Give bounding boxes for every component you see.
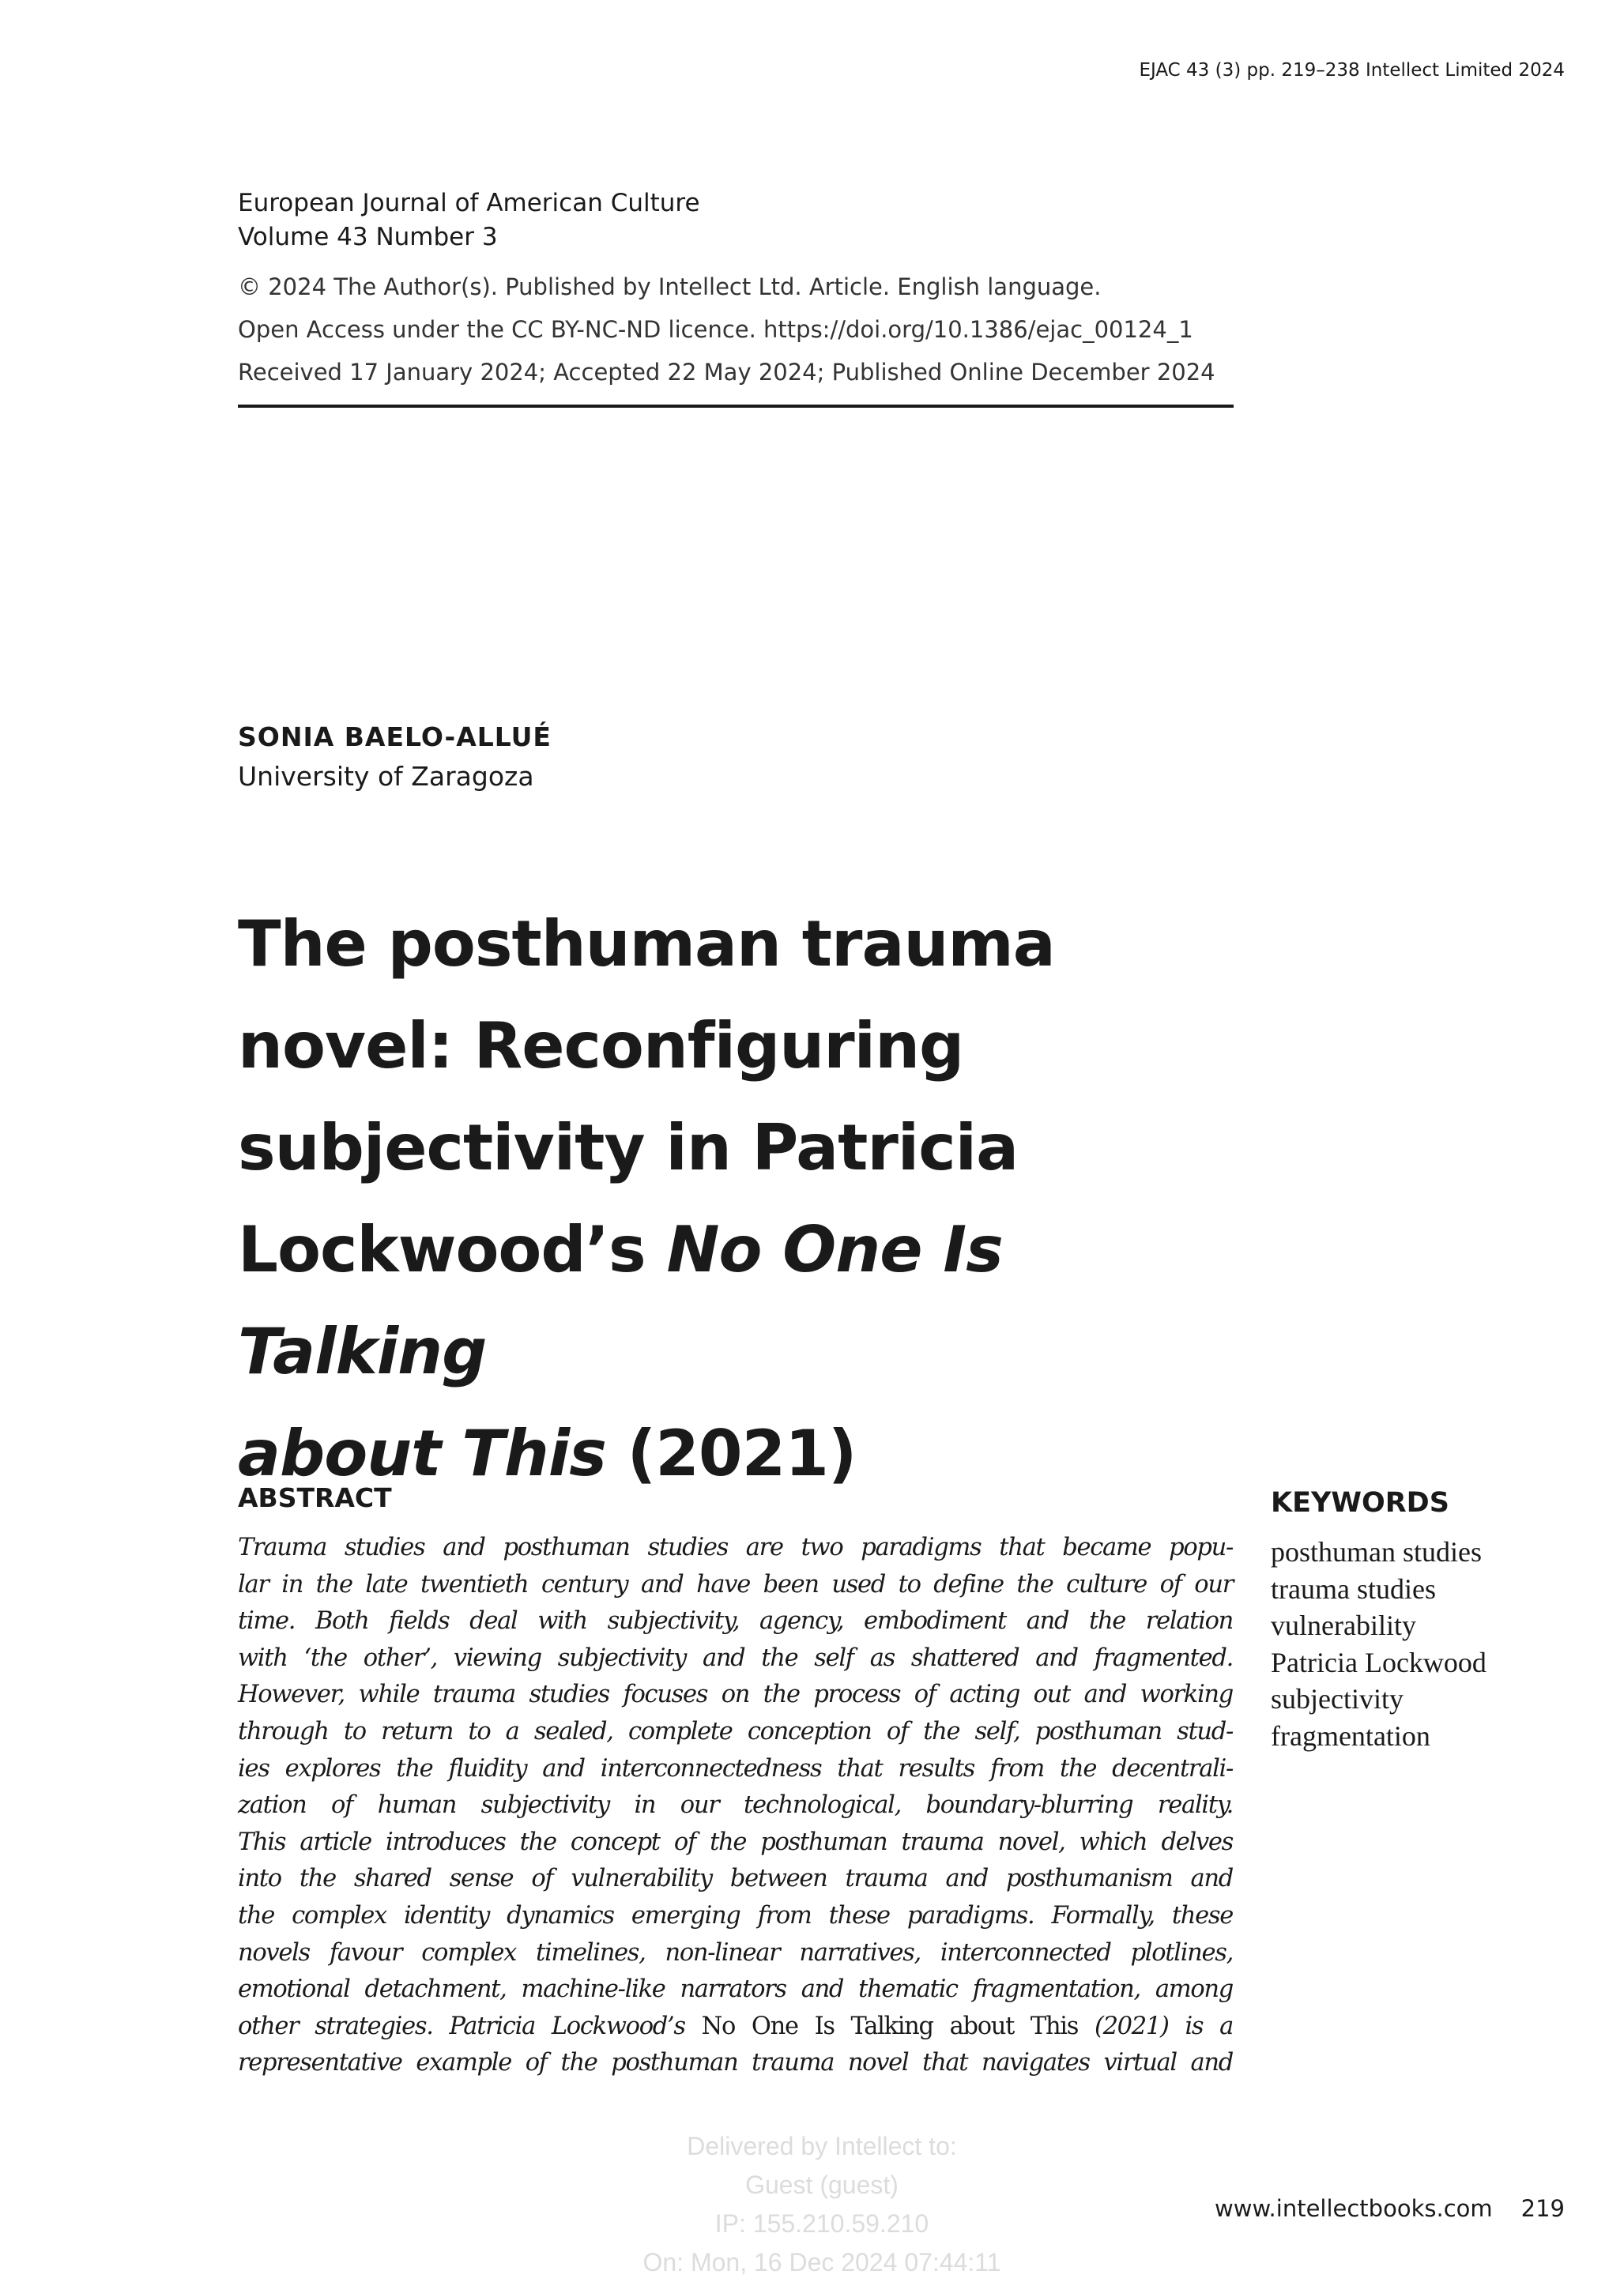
title-line [238,1199,1265,1403]
keyword: vulnerability [1271,1610,1416,1642]
abstract-line: Trauma studies and posthuman studies are two paradigms that became popu- [238,1534,1233,1561]
abstract-body [238,1530,1233,2082]
abstract-line: representative example of the posthuman trauma novel that navigates virtual and [238,2049,1233,2077]
abstract-book-title: No One Is Talking about This [701,2012,1079,2040]
keyword: subjectivity [1271,1683,1404,1715]
article-meta [238,265,1215,394]
header-rule [238,405,1234,408]
title-text: (2021) [605,1417,857,1490]
abstract-line: into the shared sense of vulnerability between trauma and posthumanism and [238,1865,1233,1893]
abstract-text: (2021) is a [1078,2012,1233,2040]
keyword: trauma studies [1271,1572,1436,1605]
author-block [238,717,552,796]
watermark-line: Delivered by Intellect to: [687,2132,957,2160]
abstract-line: lar in the late twentieth century and have been used to define the culture of our [238,1570,1233,1599]
abstract-line [238,2009,1233,2046]
keywords-list [1271,1534,1486,1755]
abstract-line: the complex identity dynamics emerging from these paradigms. Formally, these [238,1901,1233,1930]
watermark-line: Guest (guest) [745,2171,899,2199]
page-footer [1215,2195,1565,2222]
page-number: 219 [1520,2195,1565,2222]
title-book-italic: about This [238,1417,606,1490]
copyright-line: © 2024 The Author(s). Published by Intellect Ltd. Article. English language. [238,273,1102,300]
keyword: Patricia Lockwood [1271,1646,1486,1678]
journal-info [238,186,700,254]
keyword: posthuman studies [1271,1536,1482,1568]
title-line: The posthuman trauma [238,907,1055,981]
watermark-line: On: Mon, 16 Dec 2024 07:44:11 [642,2248,1001,2276]
title-line: novel: Reconfiguring [238,1009,964,1083]
journal-volume: Volume 43 Number 3 [238,223,498,251]
article-title [238,893,1265,1504]
keywords-heading: KEYWORDS [1271,1487,1449,1519]
delivery-watermark [624,2127,1019,2282]
abstract-line: time. Both fields deal with subjectivity, agency, embodiment and the relation [238,1607,1233,1636]
publisher-url[interactable]: www.intellectbooks.com [1215,2195,1493,2222]
abstract-line: zation of human subjectivity in our technological, boundary-blurring reality. [238,1791,1233,1820]
abstract-text: other strategies. Patricia Lockwood’s [238,2012,702,2040]
doi-line[interactable]: Open Access under the CC BY-NC-ND licence. https://doi.org/10.1386/ejac_00124_1 [238,316,1193,343]
abstract-heading: ABSTRACT [238,1482,392,1513]
author-name: SONIA BAELO-ALLUÉ [238,721,552,752]
watermark-line: IP: 155.210.59.210 [714,2209,929,2238]
title-text: Lockwood’s [238,1213,667,1286]
journal-name: European Journal of American Culture [238,189,700,217]
abstract-line: novels favour complex timelines, non-linear narratives, interconnected plotlines, [238,1938,1233,1967]
title-book-italic: No One Is Talking [238,1213,1003,1388]
abstract-line: through to return to a sealed, complete conception of the self, posthuman stud- [238,1717,1233,1745]
abstract-line: with ‘the other’, viewing subjectivity and the self as shattered and fragmented. [238,1644,1233,1672]
abstract-line: However, while trauma studies focuses on the process of acting out and working [238,1681,1233,1709]
abstract-line: emotional detachment, machine-like narrators and thematic fragmentation, among [238,1975,1233,2004]
title-line: subjectivity in Patricia [238,1111,1019,1184]
abstract-line: This article introduces the concept of the posthuman trauma novel, which delves [238,1828,1233,1856]
author-affiliation: University of Zaragoza [238,761,534,792]
abstract-line: ies explores the fluidity and interconnectedness that results from the decentrali- [238,1754,1233,1783]
running-head: EJAC 43 (3) pp. 219–238 Intellect Limited 2024 [1139,60,1565,81]
keyword: fragmentation [1271,1719,1430,1752]
dates-line: Received 17 January 2024; Accepted 22 May 2024; Published Online December 2024 [238,359,1215,386]
title-line [238,1403,1265,1504]
